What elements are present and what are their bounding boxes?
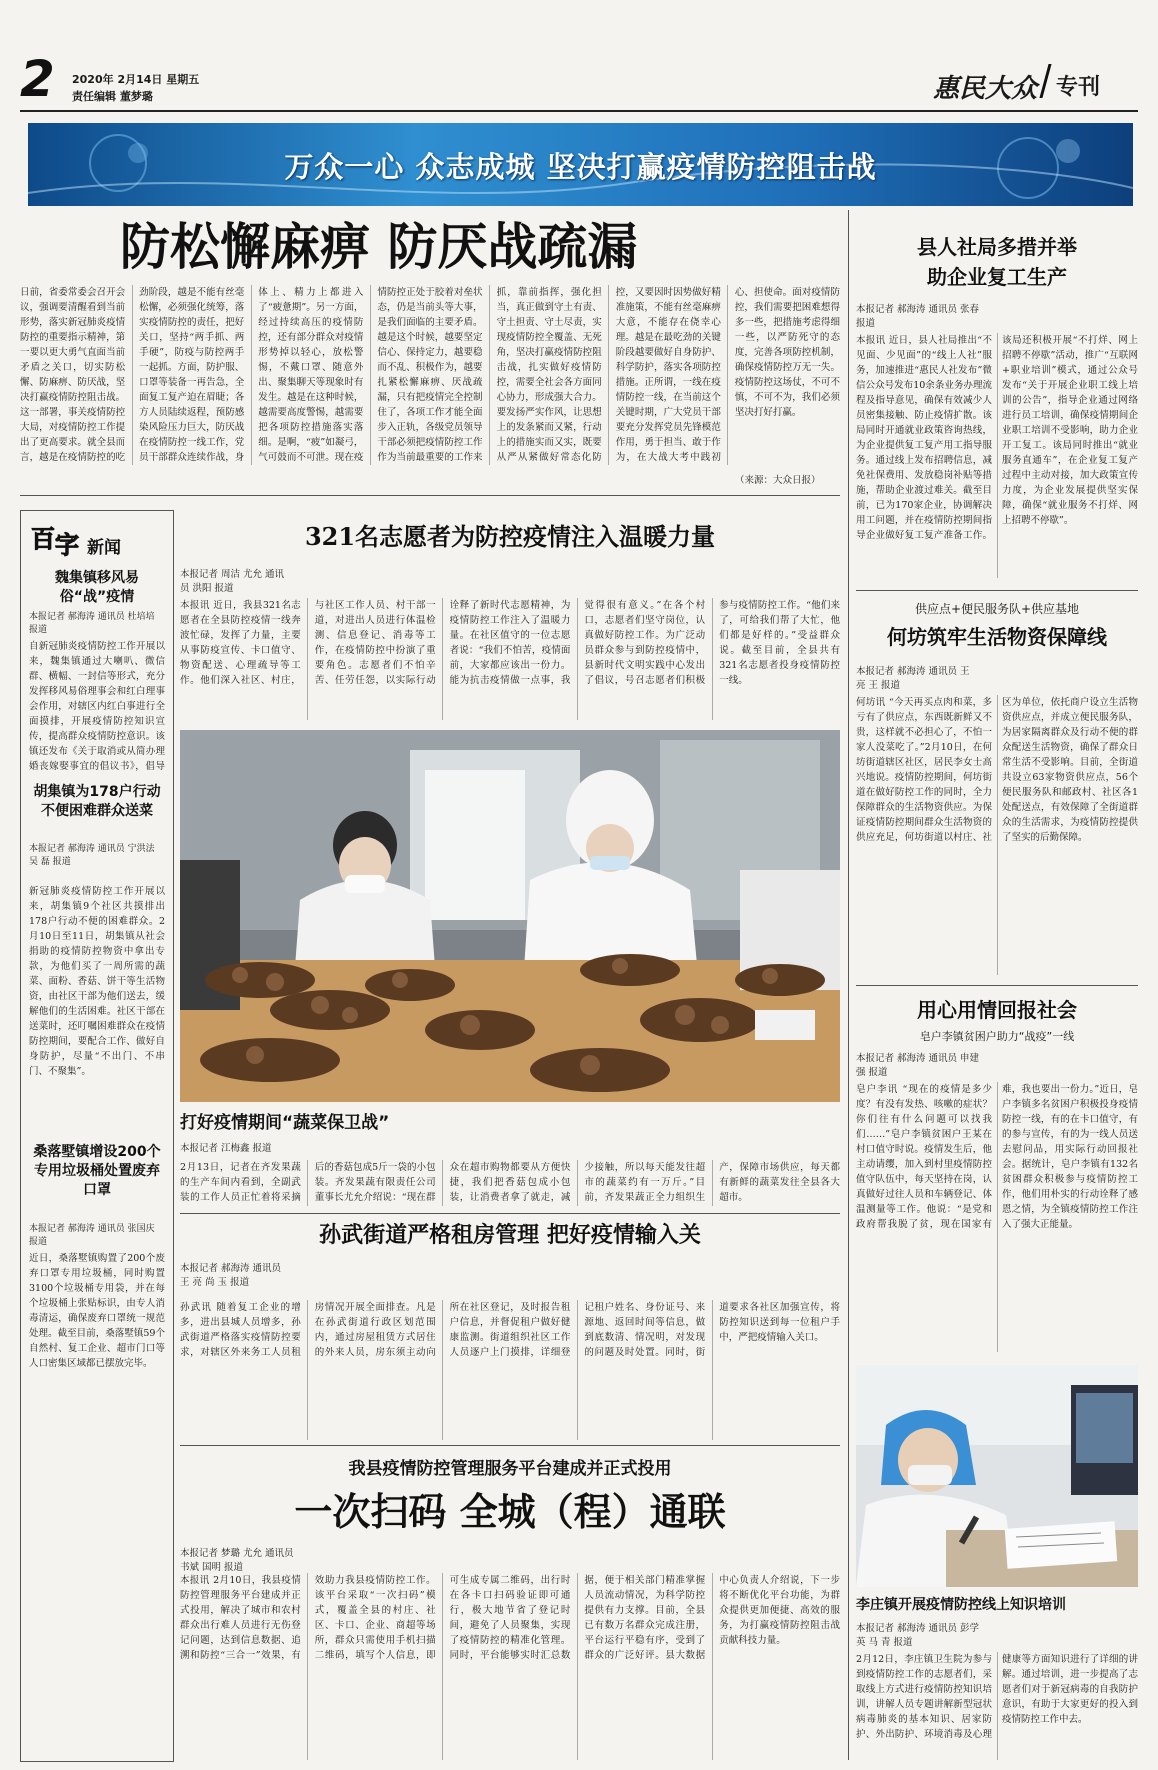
platform-byline: 本报记者 梦璐 尤允 通讯员 书斌 国明 报道: [180, 1548, 294, 1573]
volunteers-headline: 321名志愿者为防控疫情注入温暖力量: [304, 522, 716, 551]
hrss-body-text: 本报讯 近日，县人社局推出“不见面、少见面”的“线上人社”服务，加速推进“惠民人社发布”微信公众号发布10余条业务办理流程及指导意见，确保有效减少人员密集接触、防止疫情扩散。该局同时开通就业政策咨询热线，为企业提供复工复产用工指导服务。通过线上发布招聘信息，减免社保费用、发放稳岗补贴等措施，帮助企业渡过难关。截至目前，已为170家企业，协调解决用工问题，并在疫情防控期间指导企业做好复工复产准备工作。该局还积极开展“不打烊、网上招聘不停歇”活动，推广“互联网+职业培训”模式，通过公众号发布“关于开展企业职工线上培训的公告”，指导企业通过网络进行员工培训，确保疫情期间企业职工培训不受影响，助力企业开工复工。该局同时推出“就业服务直通车”，在企业复工复产过程中主动对接，加大政策宣传力度，为企业发展提供坚实保障，确保“就业服务不打烊、网上招聘不停歇”。: [856, 335, 1138, 541]
lead-body: [20, 285, 840, 465]
platform-top-rule: [180, 1445, 840, 1446]
rental-headline: 孙武街道严格租房管理 把好疫情输入关: [319, 1222, 701, 1248]
rental-body: [180, 1300, 840, 1440]
banner: [28, 123, 1133, 206]
paper-name: 惠民大众: [933, 74, 1038, 104]
hefang-top-rule: [856, 590, 1138, 591]
mushroom-photo-illustration: [180, 730, 840, 1102]
rental-top-rule: [180, 1213, 840, 1214]
rental-byline: 本报记者 郝海涛 通讯员 王 亮 尚 玉 报道: [180, 1263, 282, 1288]
news-item-byline: 本报记者 郝海涛 通讯员 张国庆 报道: [29, 1224, 155, 1247]
news-item-title: 桑落墅镇增设200个专用垃圾桶处置废弃口罩: [33, 1144, 161, 1198]
rental-body-text: 孙武讯 随着复工企业的增多，进出县城人员增多，孙武街道严格落实疫情防控要求，对辖区外来务工人员租房情况开展全面排查。凡是在孙武街道行政区划范围内，通过房屋租赁方式居住的外来人员，房东须主动向所在社区登记，及时报告租户信息，并督促租户做好健康监测。街道组织社区工作人员逐户上门摸排，详细登记租户姓名、身份证号、来源地、返回时间等信息，做到底数清、情况明，对发现的问题及时处置。同时，街道要求各社区加强宣传，将防控知识送到每一位租户手中，严把疫情输入关口。: [180, 1302, 840, 1358]
mushroom-photo-body-text: 2月13日，记者在齐发果蔬的生产车间内看到，全副武装的工作人员正忙着将采摘后的香菇包成5斤一袋的小包装。齐发果蔬有限责任公司董事长尤允介绍说：“现在群众在超市购物都要从方便快捷，我们把香菇包成小包装，让消费者拿了就走，减少接触，所以每天能发往超市的蔬菜约有一万斤。”目前，齐发果蔬正全力组织生产，保障市场供应，每天都有新鲜的蔬菜发往全县各大超市。: [180, 1162, 840, 1203]
news-item-byline: 本报记者 郝海涛 通讯员 杜培培 报道: [29, 612, 155, 635]
news-item-body: 自新冠肺炎疫情防控工作开展以来，魏集镇通过大喇叭、微信群、横幅、一封信等形式，充分发挥移风易俗理事会和红白理事会作用，对辖区内红白事进行全面摸排，开展疫情防控知识宣传，提高群众疫情防控意识。该镇还发布《关于取消或从简办理婚丧嫁娶事宜的倡议书》，倡导: [29, 641, 165, 772]
masthead-slash: [1039, 64, 1051, 98]
platform-body: [180, 1573, 840, 1760]
lead-source: （来源：大众日报）: [735, 475, 821, 486]
training-photo-body-text: 2月12日，李庄镇卫生院为参与到疫情防控工作的志愿者们，采取线上方式进行疫情防控知识培训，讲解人员专题讲解新型冠状病毒肺炎的基本知识、居家防护、外出防护、环境消毒及心理健康等方面知识进行了详细的讲解。通过培训，进一步提高了志愿者们对于新冠病毒的自我防护意识，有助于大家更好的投入到疫情防控工作中去。: [856, 1654, 1138, 1740]
hrss-headline-a: 县人社局多措并举: [917, 235, 1077, 259]
reward-byline: 本报记者 郝海涛 通讯员 申建强 报道: [856, 1053, 980, 1078]
hefang-body-text: 何坊讯 “今天再买点肉和菜，多亏有了供应点，东西既新鲜又不贵，这样就不必担心了，不怕一家人没菜吃了。”2月10日，在何坊街道辖区社区，居民李女士高兴地说。疫情防控期间，何坊街道在做好防控工作的同时，全力保障群众的生活物资供应。为保证疫情防控期间群众生活物资的供应充足，何坊街道以村庄、社区为单位，依托商户设立生活物资供应点，并成立便民服务队，为居家隔离群众及行动不便的群众配送生活物资，确保了群众日常生活不受影响。目前，全街道共设立63家物资供应点，56个便民服务队和邮政村、社区各1处配送点，有效保障了全街道群众的生活需求，为疫情防控提供了坚实的后勤保障。: [856, 697, 1138, 843]
hefang-kicker: 供应点+便民服务队+供应基地: [914, 602, 1080, 616]
lead-body-text: 日前，省委常委会召开会议，强调要清醒看到当前形势，落实新冠肺炎疫情防控的重要指示精神，第一要以更大勇气直面当前矛盾之关口，切实防松懈、防麻痹、防厌战，坚决打赢疫情防控阻击战。这一部署，事关疫情防控大局，对疫情防控工作提出了更高要求。就全县而言，越是在疫情防控的吃劲阶段，越是不能有丝毫松懈，必须强化统筹，落实疫情防控的责任，把好关口，坚持“两手抓、两手硬”，防疫与防控两手一起抓。方面，防护服、口罩等装备一再告急，全面复工复产迫在眉睫；各方人员陆续返程，预防感染风险压力巨大，防厌战在疫情防控一线工作，党员干部群众连续作战，身体上、精力上都进入了“疲惫期”。另一方面，经过持续高压的疫情防控，还有部分群众对疫情形势掉以轻心，放松警惕，不戴口罩、随意外出、聚集聊天等现象时有发生。越是在这种时候，越需要高度警惕，越需要把各项防控措施落实落细。是啊，“疲”如凝弓，气可鼓而不可泄。现在疫情防控正处于胶着对垒状态，仍是当前头等大事，是我们面临的主要矛盾。越是这个时候，越要坚定信心、保持定力，越要稳而不乱、积极作为，越要扎紧松懈麻痹、厌战疏漏，只有把疫情完全控制住了，各项工作才能全面步入正轨，各级党员领导干部必须把疫情防控工作作为当前最重要的工作来抓，靠前指挥，强化担当，真正做到守土有责、守土担责、守土尽责，实现疫情防控全覆盖、无死角，坚决打赢疫情防控阻击战，扎实做好疫情防控，需要全社会各方面同心协力，形成强大合力。要发扬严实作风，让思想上的发条紧而又紧，行动上的措施实而又实，既要从严从紧做好常态化防控，又要因时因势做好精准施策，不能有丝毫麻痹大意，不能存在侥幸心理。越是在最吃劲的关键阶段越要做好自身防护、科学防护，落实各项防控措施。正所谓，一线在疫情防控一线，在当前这个关键时期，广大党员干部要充分发挥党员先锋模范作用，勇于担当、敢于作为，在大战大考中践初心、担使命。面对疫情防控，我们需要把困难想得多一些，把措施考虑得细一些，以严防死守的态度，完善各项防控机制，确保疫情防控万无一失。疫情防控这场仗，不可不慎，不可不为，我们必须坚决打好打赢。: [20, 287, 840, 463]
mushroom-photo-byline: 本报记者 江梅鑫 报道: [180, 1143, 272, 1154]
banner-slogan: 万众一心 众志成城 坚决打赢疫情防控阻击战: [284, 150, 877, 184]
section-name: 专刊: [1056, 75, 1101, 100]
reward-subhead: 皂户李镇贫困户助力“战疫”一线: [919, 1030, 1075, 1043]
training-photo-illustration: [856, 1365, 1138, 1587]
training-photo-body: [856, 1652, 1138, 1760]
news-item-body: 新冠肺炎疫情防控工作开展以来，胡集镇9个社区共摸排出178户行动不便的困难群众。2月10日至11日，胡集镇从社会捐助的疫情防控物资中拿出专款，为他们买了一周所需的蔬菜、面粉、香菇、饼干等生活物资，由社区干部为他们送去，缓解他们的生活困难。社区干部在送菜时，还叮嘱困难群众在疫情防控期间，要配合工作、做好自身防护，尽量“不出门、不串门、不聚集”。: [29, 886, 165, 1077]
hrss-headline-b: 助企业复工生产: [927, 265, 1067, 289]
news-item-title: 魏集镇移风易俗“战”疫情: [55, 570, 139, 605]
volunteers-body: [180, 598, 840, 720]
hefang-headline: 何坊筑牢生活物资保障线: [887, 625, 1107, 649]
news100-title-a: 百: [31, 524, 55, 553]
hrss-byline: 本报记者 郝海涛 通讯员 张春 报道: [856, 304, 980, 329]
mushroom-photo-caption: 打好疫情期间“蔬菜保卫战”: [180, 1113, 390, 1133]
platform-headline: 一次扫码 全城（程）通联: [294, 1489, 726, 1534]
volunteers-byline: 本报记者 周洁 尤允 通讯员 洪阳 报道: [180, 569, 285, 594]
hrss-body: [856, 333, 1138, 578]
news100-title-c: 新闻: [87, 538, 121, 558]
news100-box: [20, 510, 174, 1762]
reward-body-text: 皂户李讯 “现在的疫情是多少度？有没有发热、咳嗽的症状？你们往有什么问题可以找我们……”皂户李镇贫困户王某在村口值守时说。疫情发生后，他主动请缨，加入到村里疫情防控值守队伍中，每天坚持在岗，认真做好过往人员和车辆登记、体温测量等工作。他说：“是党和政府帮我脱了贫，现在国家有难，我也要出一份力。”近日，皂户李镇多名贫困户积极投身疫情防控一线，有的在卡口值守，有的参与宣传，有的为一线人员送去慰问品，用实际行动回报社会。据统计，皂户李镇有132名贫困群众积极参与疫情防控工作，他们用朴实的行动诠释了感恩之情，为全镇疫情防控工作注入了强大正能量。: [856, 1084, 1138, 1230]
platform-kicker: 我县疫情防控管理服务平台建成并正式投用: [348, 1459, 672, 1479]
mushroom-photo: [180, 730, 840, 1102]
training-photo: [856, 1365, 1138, 1587]
mushroom-photo-body: [180, 1160, 840, 1206]
reward-headline: 用心用情回报社会: [917, 998, 1077, 1022]
masthead-rule: [20, 110, 1138, 112]
reward-top-rule: [856, 985, 1138, 986]
platform-body-text: 本报讯 2月10日，我县疫情防控管理服务平台建成并正式投用，解决了城市和农村群众出行难人员进行无伤登记问题，达到信息数据、追溯和防控“三合一”效果，有效助力我县疫情防控工作。该平台采取“一次扫码”模式，覆盖全县的村庄、社区、卡口、企业、商超等场所，群众只需使用手机扫描二维码，填写个人信息，即可生成专属二维码，出行时在各卡口扫码验证即可通行，极大地节省了登记时间，避免了人员聚集，实现了疫情防控的精准化管理。同时，平台能够实时汇总数据，便于相关部门精准掌握人员流动情况，为科学防控提供有力支撑。目前，全县已有数万名群众完成注册，平台运行平稳有序，受到了群众的广泛好评。县大数据中心负责人介绍说，下一步将不断优化平台功能，为群众提供更加便捷、高效的服务，为打赢疫情防控阻击战贡献科技力量。: [180, 1575, 840, 1661]
news-item-title: 胡集镇为178户行动不便困难群众送菜: [33, 784, 161, 819]
hefang-byline: 本报记者 郝海涛 通讯员 王 亮 王 报道: [856, 666, 970, 691]
lead-headline: 防松懈麻痹 防厌战疏漏: [120, 217, 638, 276]
news-item-byline: 本报记者 郝海涛 通讯员 宁洪法 吴 磊 报道: [29, 844, 155, 867]
masthead: [0, 0, 1158, 120]
lead-rule: [20, 495, 840, 496]
reward-body: [856, 1082, 1138, 1352]
page-number: 2: [20, 50, 55, 108]
hefang-body: [856, 695, 1138, 975]
news-item-body: 近日，桑落墅镇购置了200个废弃口罩专用垃圾桶，同时购置3100个垃圾桶专用袋，并在每个垃圾桶上张贴标识，由专人消毒清运，确保废弃口罩统一规范处理。截至目前，桑落墅镇59个自然村、复工企业、超市门口等人口密集区域都已摆放完毕。: [29, 1253, 165, 1369]
date-line: 2020年 2月14日 星期五: [72, 73, 200, 86]
news100-title: [31, 519, 161, 559]
editor-line: 责任编辑 董梦璐: [72, 90, 153, 103]
training-photo-caption: 李庄镇开展疫情防控线上知识培训: [856, 1597, 1066, 1613]
volunteers-body-text: 本报讯 近日，我县321名志愿者在全县防控疫情一线奔波忙碌，发挥了力量，主要从事防疫宣传、卡口值守、物资配送、心理疏导等工作。他们深入社区、村庄，与社区工作人员、村干部一道，对进出人员进行体温检测、信息登记、消毒等工作，在疫情防控中扮演了重要角色。志愿者们不怕辛苦、任劳任怨，以实际行动诠释了新时代志愿精神，为疫情防控工作注入了温暖力量。在社区值守的一位志愿者说：“我们不怕苦，疫情面前，大家都应该出一份力。能为抗击疫情做一点事，我觉得很有意义。”在各个村口，志愿者们坚守岗位，认真做好防控工作。为广泛动员群众参与到防控疫情中，县新时代文明实践中心发出了倡议，号召志愿者们积极参与疫情防控工作。“他们来了，可给我们帮了大忙，他们都是好样的。”受益群众说。截至目前，全县共有321名志愿者投身疫情防控一线。: [180, 600, 840, 686]
training-photo-byline: 本报记者 郝海涛 通讯员 彭学英 马 青 报道: [856, 1623, 980, 1648]
news100-title-b: 字: [55, 530, 79, 559]
